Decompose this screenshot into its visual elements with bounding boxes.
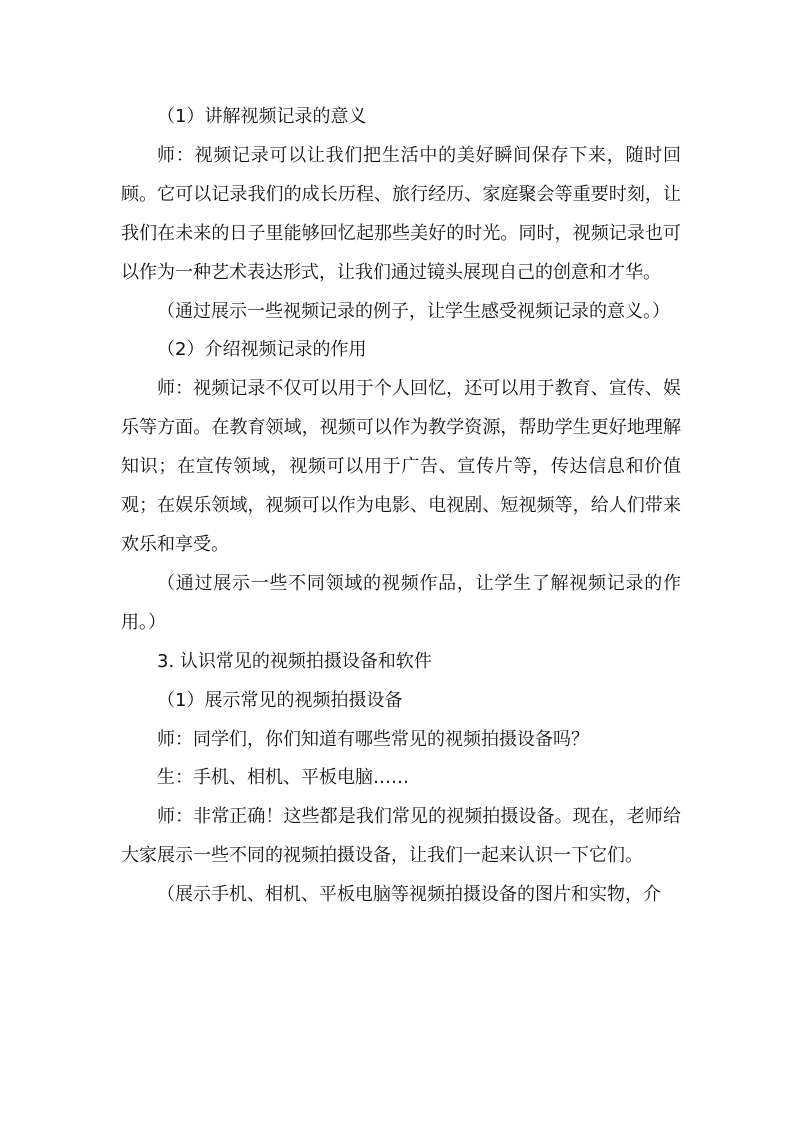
activity-note: （通过展示一些不同领域的视频作品，让学生了解视频记录的作用。） <box>121 572 681 633</box>
section-heading: 3. 认识常见的视频拍摄设备和软件 <box>157 650 432 672</box>
teacher-paragraph: 师：非常正确！这些都是我们常见的视频拍摄设备。现在，老师给大家展示一些不同的视频拍摄设备，让我们一起来认识一下它们。 <box>121 806 681 867</box>
section-heading: （2）介绍视频记录的作用 <box>157 339 367 361</box>
activity-note: （通过展示一些视频记录的例子，让学生感受视频记录的意义。） <box>157 300 670 322</box>
teacher-paragraph: 师：视频记录可以让我们把生活中的美好瞬间保存下来，随时回顾。它可以记录我们的成长历程、旅行经历、家庭聚会等重要时刻，让我们在未来的日子里能够回忆起那些美好的时光。同时，视频记录也可以作为一种艺术表达形式，让我们通过镜头展现自己的创意和才华。 <box>121 144 681 283</box>
section-heading: （1）展示常见的视频拍摄设备 <box>157 689 403 711</box>
section-heading: （1）讲解视频记录的意义 <box>157 106 367 127</box>
document-body <box>121 98 681 915</box>
activity-note: （展示手机、相机、平板电脑等视频拍摄设备的图片和实物，介 <box>157 884 661 906</box>
teacher-paragraph: 师：视频记录不仅可以用于个人回忆，还可以用于教育、宣传、娱乐等方面。在教育领域，视频可以作为教学资源，帮助学生更好地理解知识；在宣传领域，视频可以用于广告、宣传片等，传达信息和价值观；在娱乐领域，视频可以作为电影、电视剧、短视频等，给人们带来欢乐和享受。 <box>121 378 681 555</box>
student-answer: 生：手机、相机、平板电脑…… <box>157 767 409 789</box>
teacher-question: 师：同学们，你们知道有哪些常见的视频拍摄设备吗？ <box>157 728 589 750</box>
